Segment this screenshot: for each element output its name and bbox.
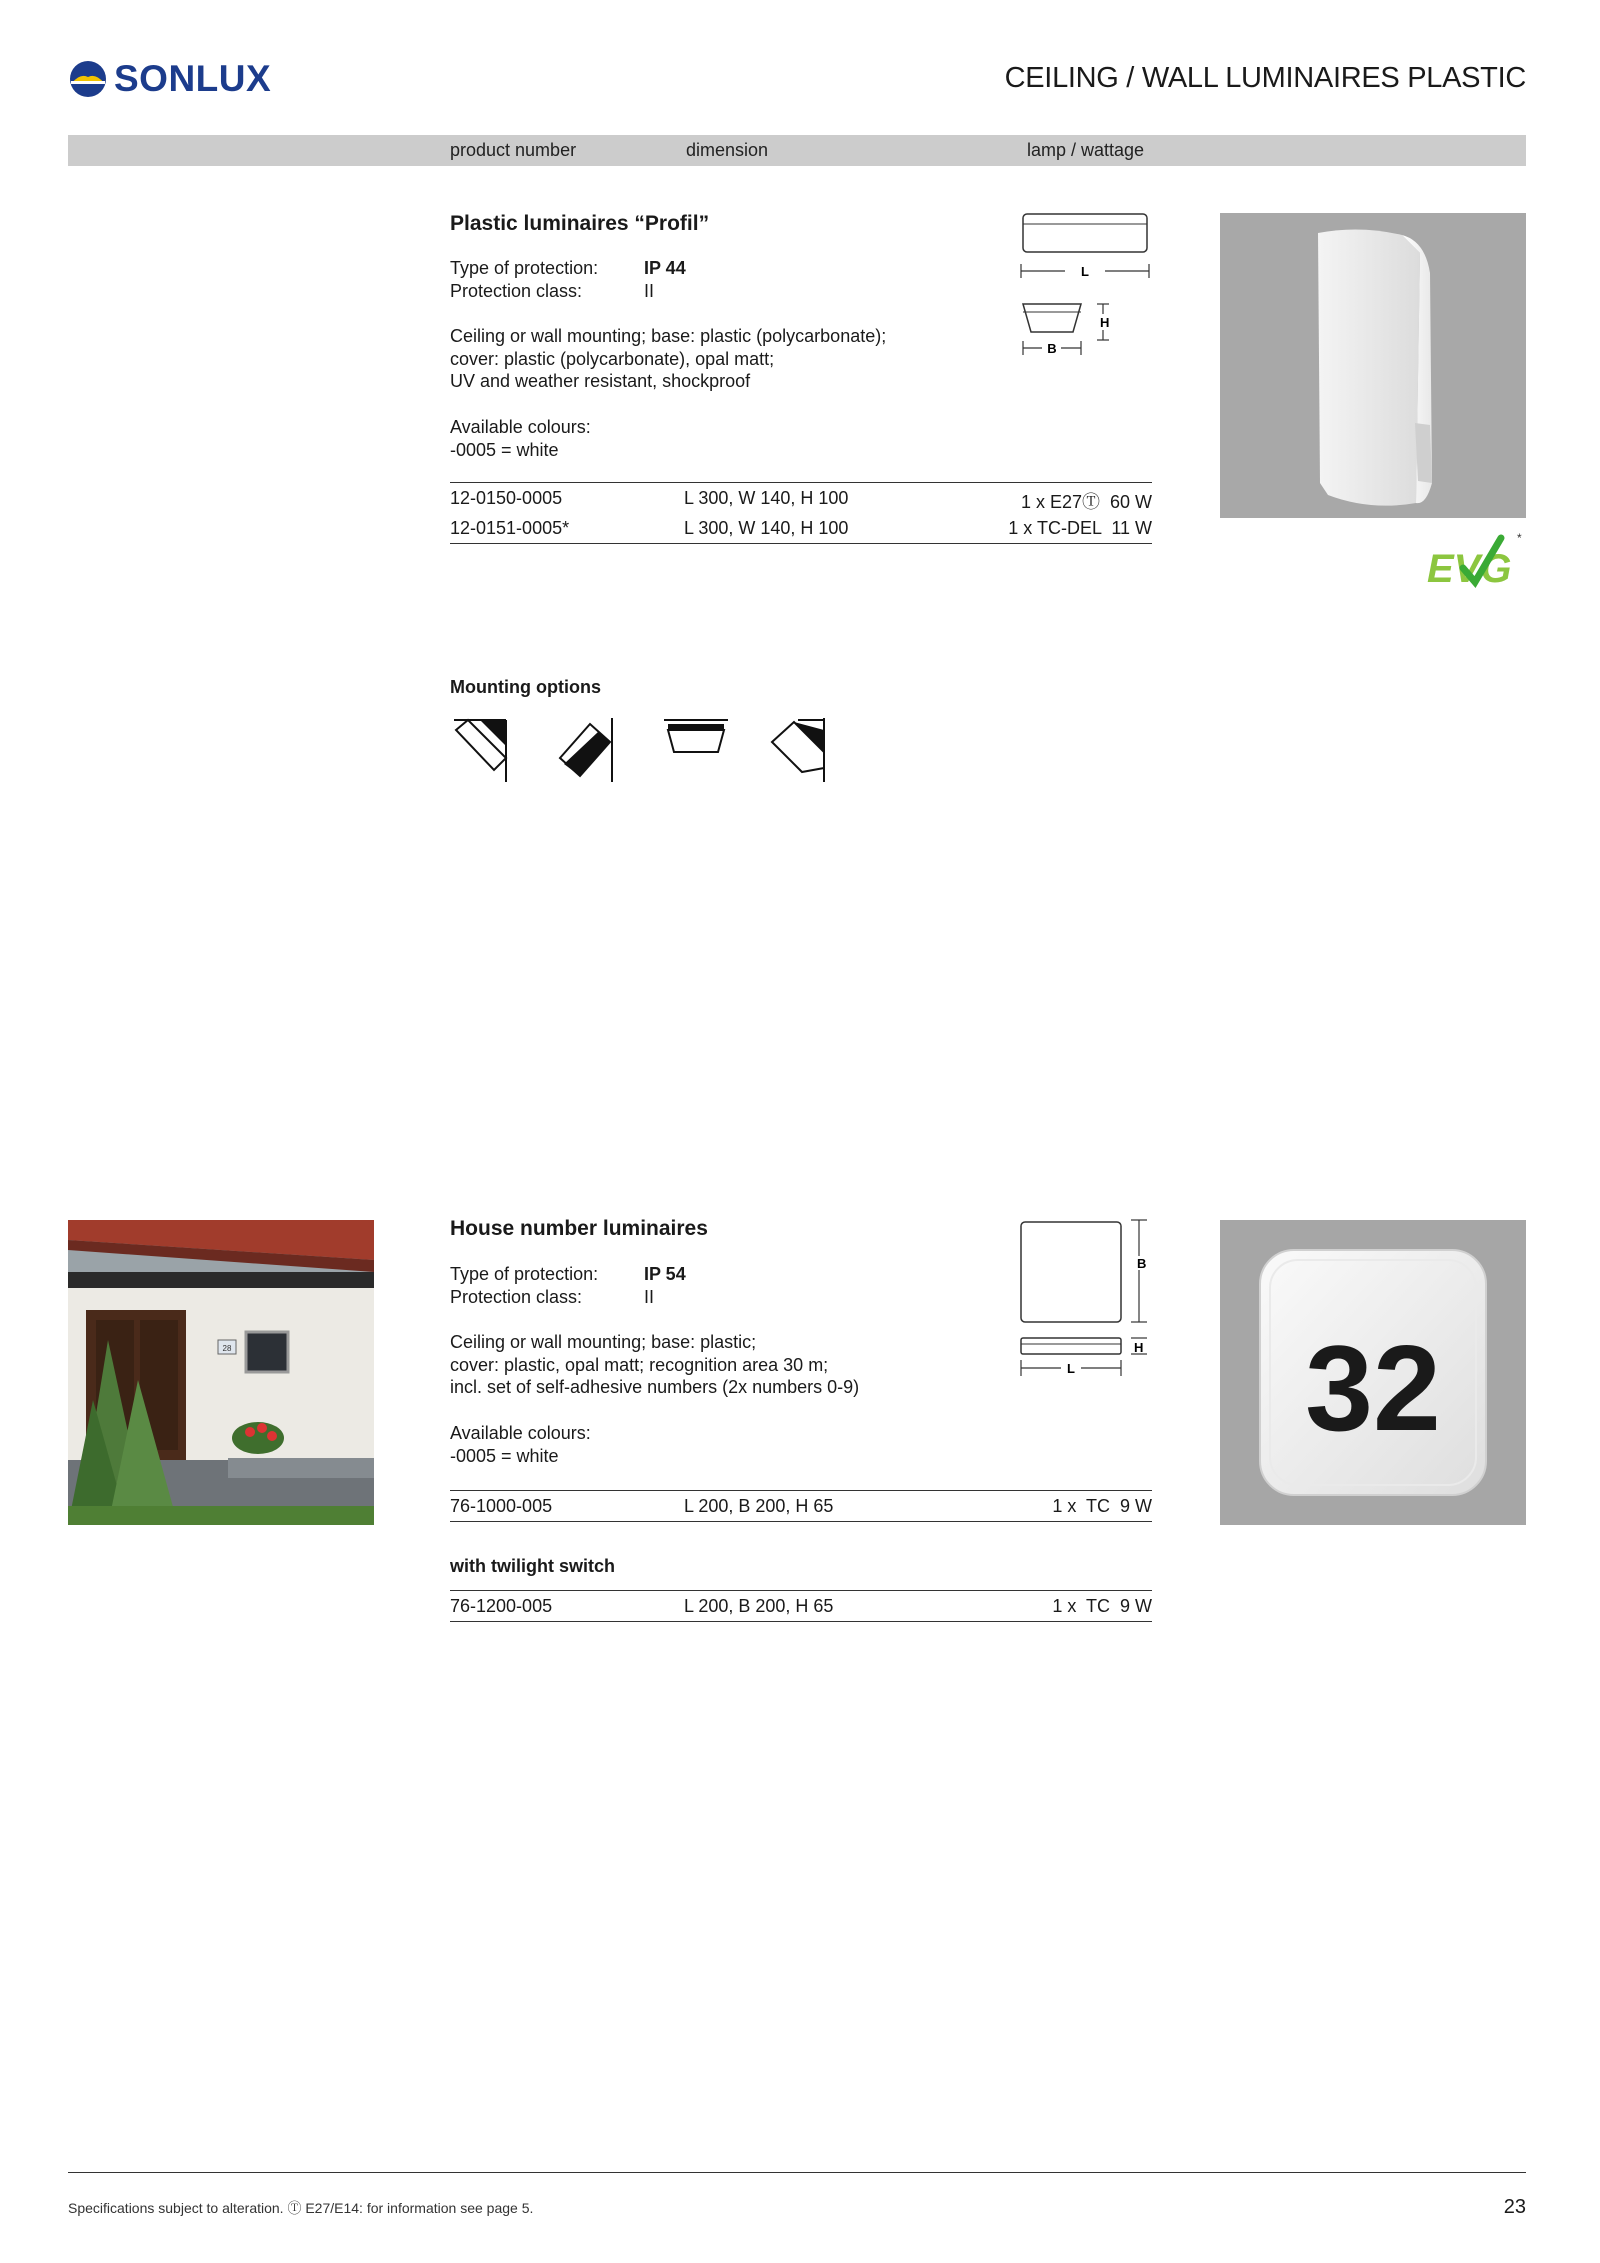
product-number: 76-1000-005 — [450, 1496, 553, 1516]
evg-asterisk: * — [1517, 532, 1522, 545]
evg-badge — [1425, 532, 1525, 597]
protection-label: Type of protection: — [450, 258, 599, 278]
house-number-product-photo — [1220, 1220, 1526, 1525]
section-title-profil: Plastic luminaires “Profil” — [450, 212, 710, 235]
description-line: cover: plastic (polycarbonate), opal matt; — [450, 348, 775, 369]
evg-text: EVG — [1427, 547, 1512, 591]
product-lamp: 1 x TC 9 W — [1052, 1596, 1152, 1616]
dim-label-b: B — [1047, 341, 1057, 356]
section2-twilight-table — [450, 1590, 1152, 1622]
dim-label-l: L — [1067, 1361, 1075, 1376]
description-line: cover: plastic, opal matt; recognition area 30 m; — [450, 1354, 829, 1375]
column-lamp-wattage: lamp / wattage — [1027, 140, 1145, 160]
description-line: Ceiling or wall mounting; base: plastic; — [450, 1332, 757, 1352]
product-dimension: L 300, W 140, H 100 — [684, 488, 849, 508]
house-scene-illustration — [68, 1220, 374, 1525]
column-product-number: product number — [450, 140, 577, 160]
house-plate-number: 28 — [222, 1344, 232, 1353]
colours-label: Available colours: — [450, 417, 591, 437]
table-row — [450, 483, 1152, 513]
dim-label-h: H — [1134, 1340, 1144, 1355]
product-lamp: 1 x TC-DEL 11 W — [1008, 518, 1152, 538]
evg-ballast-icon — [1425, 532, 1525, 592]
column-header-bar — [68, 135, 1526, 166]
section-title-house-number: House number luminaires — [450, 1217, 708, 1240]
product-number: 76-1200-005 — [450, 1596, 553, 1616]
dim-label-h: H — [1100, 315, 1110, 330]
class-value: II — [644, 280, 655, 301]
section1-colours — [450, 416, 591, 461]
section2-table — [450, 1490, 1152, 1522]
colours-value: -0005 = white — [450, 439, 559, 460]
column-dimension: dimension — [686, 140, 769, 160]
product-dimension: L 300, W 140, H 100 — [684, 518, 849, 538]
description-line: incl. set of self-adhesive numbers (2x numbers 0-9) — [450, 1377, 860, 1397]
protection-label: Type of protection: — [450, 1264, 599, 1284]
mount-ceiling-icon — [664, 720, 728, 752]
mount-wall-angle-icon — [560, 718, 612, 782]
page-number: 23 — [1503, 2196, 1526, 2218]
mounting-options-title: Mounting options — [450, 677, 601, 697]
house-number-digits: 32 — [1305, 1320, 1441, 1456]
table-row — [450, 1591, 1152, 1621]
profil-product-photo — [1220, 213, 1526, 518]
mount-wall-corner-icon — [454, 720, 506, 782]
colours-label: Available colours: — [450, 1423, 591, 1443]
product-number: 12-0150-0005 — [450, 488, 563, 508]
sonlux-emblem-icon — [68, 59, 108, 99]
table-row — [450, 513, 1152, 543]
mounting-options-icons — [450, 716, 830, 784]
product-dimension: L 200, B 200, H 65 — [684, 1596, 834, 1616]
product-lamp: 1 x TC 9 W — [1052, 1496, 1152, 1516]
section2-description — [450, 1331, 920, 1399]
profil-luminaire-illustration — [1220, 213, 1526, 518]
product-dimension: L 200, B 200, H 65 — [684, 1496, 834, 1516]
section1-description — [450, 325, 910, 393]
section1-specs — [450, 257, 870, 302]
brand-name: SONLUX — [114, 58, 272, 99]
class-label: Protection class: — [450, 1286, 583, 1307]
protection-value: IP 54 — [644, 1264, 686, 1284]
page-title: CEILING / WALL LUMINAIRES PLASTIC — [1004, 62, 1526, 94]
product-number: 12-0151-0005* — [450, 518, 570, 538]
dim-label-l: L — [1081, 264, 1089, 279]
product-lamp: 1 x E27Ⓣ 60 W — [1020, 492, 1152, 512]
dim-label-b: B — [1137, 1256, 1147, 1271]
footer-divider — [68, 2172, 1526, 2173]
section1-table — [450, 482, 1152, 544]
footer-note: Specifications subject to alteration. Ⓣ E27/E14: for information see page 5. — [68, 2200, 534, 2216]
protection-value: IP 44 — [644, 258, 686, 278]
class-value: II — [644, 1286, 655, 1307]
twilight-switch-title: with twilight switch — [450, 1556, 615, 1576]
colours-value: -0005 = white — [450, 1445, 559, 1466]
profil-dimension-drawing — [1015, 208, 1155, 378]
house-number-dimension-drawing — [1015, 1218, 1165, 1393]
section2-specs — [450, 1263, 870, 1308]
house-number-luminaire-illustration — [1220, 1220, 1526, 1525]
house-scene-photo — [68, 1220, 374, 1525]
description-line: Ceiling or wall mounting; base: plastic (polycarbonate); — [450, 326, 887, 346]
mount-wall-side-icon — [772, 718, 824, 782]
brand-logo — [68, 58, 271, 100]
class-label: Protection class: — [450, 280, 583, 301]
table-row — [450, 1491, 1152, 1521]
section2-colours — [450, 1422, 591, 1467]
description-line: UV and weather resistant, shockproof — [450, 371, 751, 391]
